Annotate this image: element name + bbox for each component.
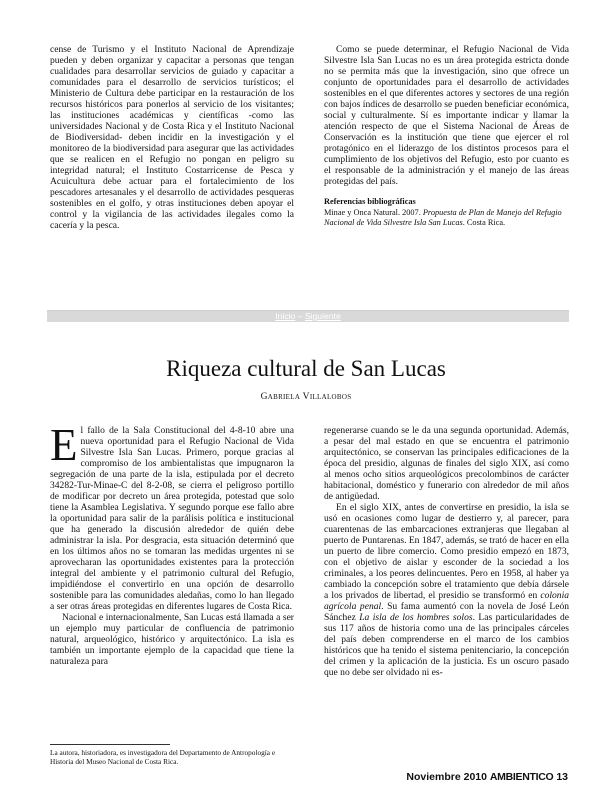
footnote-divider <box>50 744 170 745</box>
top-right-column <box>324 44 569 228</box>
top-left-column <box>50 44 294 231</box>
magazine-name: AMBIENTICO <box>489 771 554 783</box>
paragraph-text: . Las particularidades de sus 117 años de historia como una de las principales cárceles del país deben comprenderse en el marco de los cambios históricos que ha tenido el sistema penitenciario, la concepción del crimen y la aplicación de la justicia. Es un oscuro pasado que no debe ser olvidado ni es- <box>324 612 569 678</box>
emphasis: colonia agrícola penal <box>324 590 569 612</box>
paragraph: cense de Turismo y el Instituto Nacional de Aprendizaje pueden y deben organizar y capacitar a personas que tengan cualidades para desarrollar servicios de guiado y capacitar a comunidades para el desarrollo de servicios turísticos; el Ministerio de Cultura debe participar en la restauración de los recursos históricos para ponerlos al servicio de los visitantes; las instituciones académicas y científicas -como las universidades Nacional y de Costa Rica y el Instituto Nacional de Biodiversidad- deben incidir en la investigación y el monitoreo de la biodiversidad para asegurar que las actividades que se realicen en el Refugio no pongan en peligro su integridad natural; el Instituto Costarricense de Pesca y Acuicultura debe actuar para el fortalecimiento de los pescadores artesanales y el desarrollo de actividades pesqueras sostenibles en el golfo, y otras instituciones deben apoyar el control y la vigilancia de las actividades ilegales como la cacería y la pesca. <box>50 44 294 231</box>
reference-title: Propuesta de Plan de Manejo del Refugio Nacional de Vida Silvestre Isla San Lucas <box>324 208 562 227</box>
paragraph <box>324 502 569 678</box>
paragraph: regenerarse cuando se le da una segunda oportunidad. Además, a pesar del mal estado en que se encuentra el patrimonio arquitectónico, se conservan las principales edificaciones de la época del presidio, algunas de finales del siglo XIX, así como al menos ocho sitios arqueológicos precolombinos de carácter habitacional, doméstico y funerario con alrededor de mil años de antigüedad. <box>324 425 569 502</box>
inicio-link[interactable]: Inicio <box>275 311 296 321</box>
page-number: 13 <box>556 771 568 783</box>
references-heading: Referencias bibliográficas <box>324 197 416 206</box>
paragraph: Nacional e internacionalmente, San Lucas está llamada a ser un ejemplo muy particular de confluencia de patrimonio natural, arqueológico, histórico y arquitectónico. La isla es también un importante ejemplo de la capacidad que tiene la naturaleza para <box>50 612 294 667</box>
book-title: La isla de los hombres solos <box>359 612 473 623</box>
reference-place: . Costa Rica. <box>462 218 506 227</box>
paragraph-text: . Su fama aumentó con la novela de José León Sánchez <box>324 601 570 623</box>
navigation-bar <box>47 310 569 322</box>
reference-author: Minae y Onca Natural. 2007. <box>324 208 423 217</box>
drop-cap: E <box>50 420 78 470</box>
article-title: Riqueza cultural de San Lucas <box>166 356 446 382</box>
bottom-right-column <box>324 425 569 678</box>
reference-entry <box>324 208 569 228</box>
siguiente-link[interactable]: Siguiente <box>304 311 341 321</box>
article-author: Gabriela Villalobos <box>260 392 352 402</box>
paragraph <box>50 420 294 612</box>
paragraph-text: l fallo de la Sala Constitucional del 4-8-10 abre una nueva oportunidad para el Refugio Nacional de Vida Silvestre Isla San Lucas. Primero, porque gracias al compromiso de los ambientalistas que impugnaron la segregación de una parte de la isla, estipulada por el decreto 34282-Tur-Minae-C del 8-2-08, se cierra el peligroso portillo de modificar por decreto un área protegida, potestad que solo tiene la Asamblea Legislativa. Y segundo porque ese fallo abre la oportunidad para salir de la parálisis política e institucional que ha generado la discusión alrededor de quién debe administrar la isla. Por desgracia, esta situación determinó que en los últimos años no se tomaran las medidas urgentes ni se aprovecharan las oportunidades existentes para la protección integral del ambiente y el patrimonio cultural del Refugio, impidiéndose el convertirlo en una opción de desarrollo sostenible para las comunidades aledañas, como lo han llegado a ser otras áreas protegidas en diferentes lugares de Costa Rica. <box>50 425 294 612</box>
bottom-left-column <box>50 420 294 667</box>
paragraph: Como se puede determinar, el Refugio Nacional de Vida Silvestre Isla San Lucas no es un área protegida estricta donde no se permita más que la investigación, sino que ofrece un conjunto de oportunidades para el desarrollo de actividades sostenibles en el que diferentes actores y sectores de una región con bajos índices de desarrollo se pueden beneficiar económica, social y culturalmente. Sí es importante indicar y llamar la atención respecto de que el Sistema Nacional de Áreas de Conservación es la institución que tiene que ejercer el rol protagónico en el liderazgo de los distintos procesos para el cumplimiento de los objetivos del Refugio, esto por cuanto es el responsable de la administración y el manejo de las áreas protegidas del país. <box>324 44 569 187</box>
page-footer <box>406 771 568 783</box>
nav-separator: – <box>295 311 305 321</box>
author-footnote: La autora, historiadora, es investigadora del Departamento de Antropología e Historia del Museo Nacional de Costa Rica. <box>50 748 276 766</box>
issue-date: Noviembre 2010 <box>406 771 487 783</box>
paragraph-text: En el siglo XIX, antes de convertirse en presidio, la isla se usó en ocasiones como lugar de destierro y, al parecer, para cuarentenas de las embarcaciones extranjeras que llegaban al puerto de Puntarenas. En 1847, además, se trató de hacer en ella un puerto de libre comercio. Como presidio empezó en 1873, con el objetivo de aislar y esconder de la sociedad a los criminales, a los peores delincuentes. Pero en 1958, al haber ya cambiado la concepción sobre el tratamiento que debía dársele a los privados de libertad, el presidio se transformó en <box>324 502 569 601</box>
